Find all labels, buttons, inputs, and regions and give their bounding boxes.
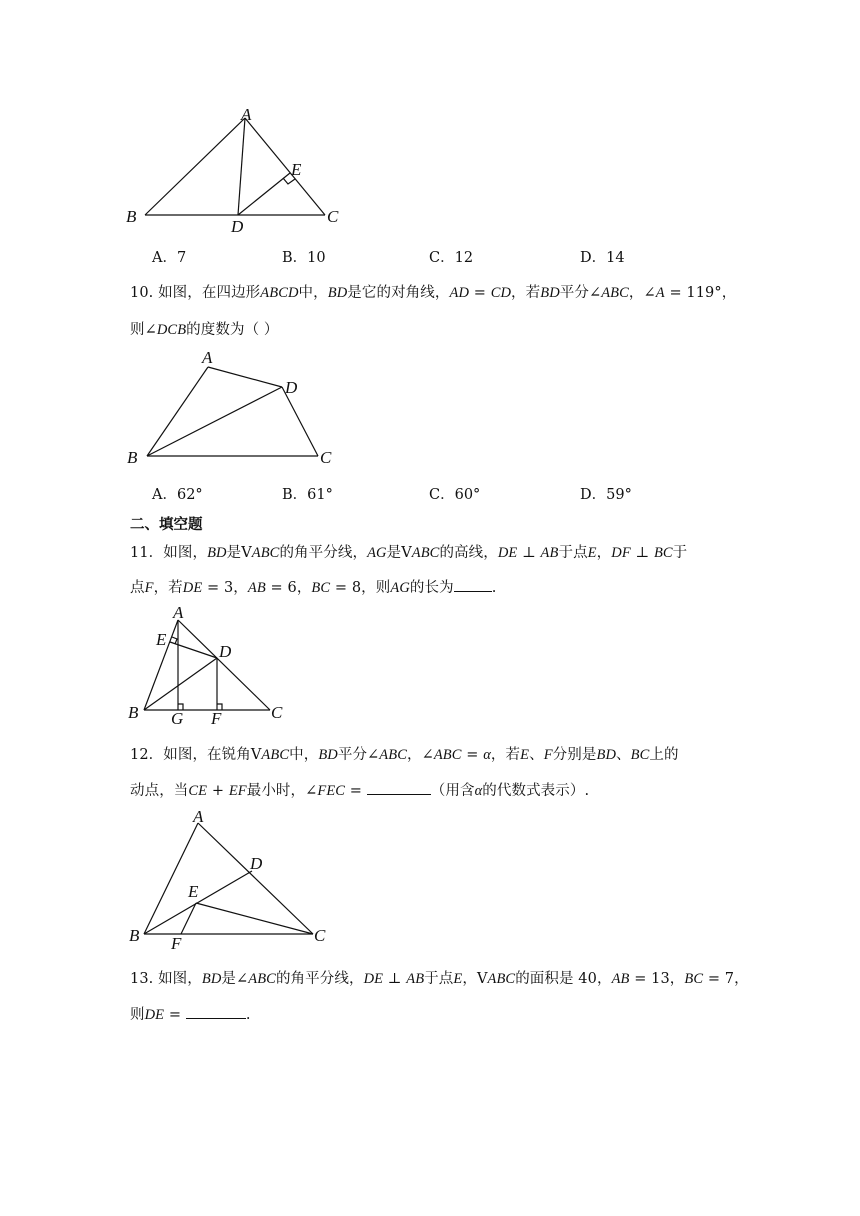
label-b: B xyxy=(127,448,138,467)
q12-line-2: 动点，当CE + EF最小时，∠FEC = （用含α的代数式表示）. xyxy=(130,783,590,799)
label-a: A xyxy=(193,807,204,826)
q9-option-a: A．7 xyxy=(152,250,187,266)
segment-ac xyxy=(198,823,313,934)
figure-q9-triangle xyxy=(120,100,360,240)
segment-bd xyxy=(144,871,252,934)
label-d: D xyxy=(285,378,298,397)
q12-line-1: 12．如图，在锐角VABC中，BD平分∠ABC，∠ABC = α，若E、F分别是BD、BC上的 xyxy=(130,747,679,763)
label-c: C xyxy=(271,703,283,722)
figure-q10-quadrilateral xyxy=(120,340,350,470)
label-c: C xyxy=(320,448,332,467)
answer-blank[interactable] xyxy=(367,782,431,795)
q9-option-c: C．12 xyxy=(429,250,474,266)
segment-de xyxy=(170,642,217,658)
q10-option-b: B．61° xyxy=(282,487,333,503)
section-title-fill-in: 二、填空题 xyxy=(130,516,203,533)
label-a: A xyxy=(173,603,184,622)
label-c: C xyxy=(314,926,326,945)
figure-q11-triangle xyxy=(125,602,295,730)
segment-ab xyxy=(145,118,245,215)
segment-bd xyxy=(147,387,282,456)
q13-line-1: 13. 如图，BD是∠ABC的角平分线，DE ⊥ AB于点E，VABC的面积是 40，AB = 13，BC = 7， xyxy=(130,971,749,987)
segment-bd xyxy=(144,658,217,710)
label-f: F xyxy=(211,709,222,728)
segment-ab xyxy=(144,823,198,934)
q10-line-2: 则∠DCB的度数为（ ） xyxy=(130,322,279,338)
label-a: A xyxy=(202,348,213,367)
label-g: G xyxy=(171,709,184,728)
label-d: D xyxy=(231,217,244,236)
answer-blank[interactable] xyxy=(454,579,492,592)
q11-line-2: 点F，若DE = 3，AB = 6，BC = 8，则AG的长为 . xyxy=(130,580,497,596)
label-a: A xyxy=(241,105,252,124)
segment-dc xyxy=(282,387,318,456)
label-f: F xyxy=(171,934,182,953)
label-b: B xyxy=(128,703,139,722)
label-b: B xyxy=(126,207,137,226)
label-d: D xyxy=(250,854,263,873)
figure-q12-triangle xyxy=(120,806,340,954)
q13-line-2: 则DE = . xyxy=(130,1007,251,1023)
segment-ac xyxy=(178,620,270,710)
q9-option-d: D．14 xyxy=(580,250,625,266)
label-b: B xyxy=(129,926,140,945)
q10-line-1: 10. 如图，在四边形ABCD中，BD是它的对角线，AD = CD，若BD平分∠ABC，∠A = 119°， xyxy=(130,285,737,301)
q10-option-c: C．60° xyxy=(429,487,481,503)
segment-ad xyxy=(208,367,282,387)
label-e: E xyxy=(291,160,302,179)
segment-ec xyxy=(196,903,313,934)
q10-option-d: D．59° xyxy=(580,487,632,503)
q10-option-a: A．62° xyxy=(152,487,203,503)
label-e: E xyxy=(188,882,199,901)
q9-option-b: B．10 xyxy=(282,250,326,266)
segment-ad xyxy=(238,118,245,215)
segment-ab xyxy=(147,367,208,456)
label-d: D xyxy=(219,642,232,661)
label-c: C xyxy=(327,207,339,226)
segment-de xyxy=(238,173,290,215)
segment-ac xyxy=(245,118,325,215)
answer-blank[interactable] xyxy=(186,1006,246,1019)
label-e: E xyxy=(156,630,167,649)
q11-line-1: 11．如图，BD是VABC的角平分线，AG是VABC的高线，DE ⊥ AB于点E，DF ⊥ BC于 xyxy=(130,545,688,561)
